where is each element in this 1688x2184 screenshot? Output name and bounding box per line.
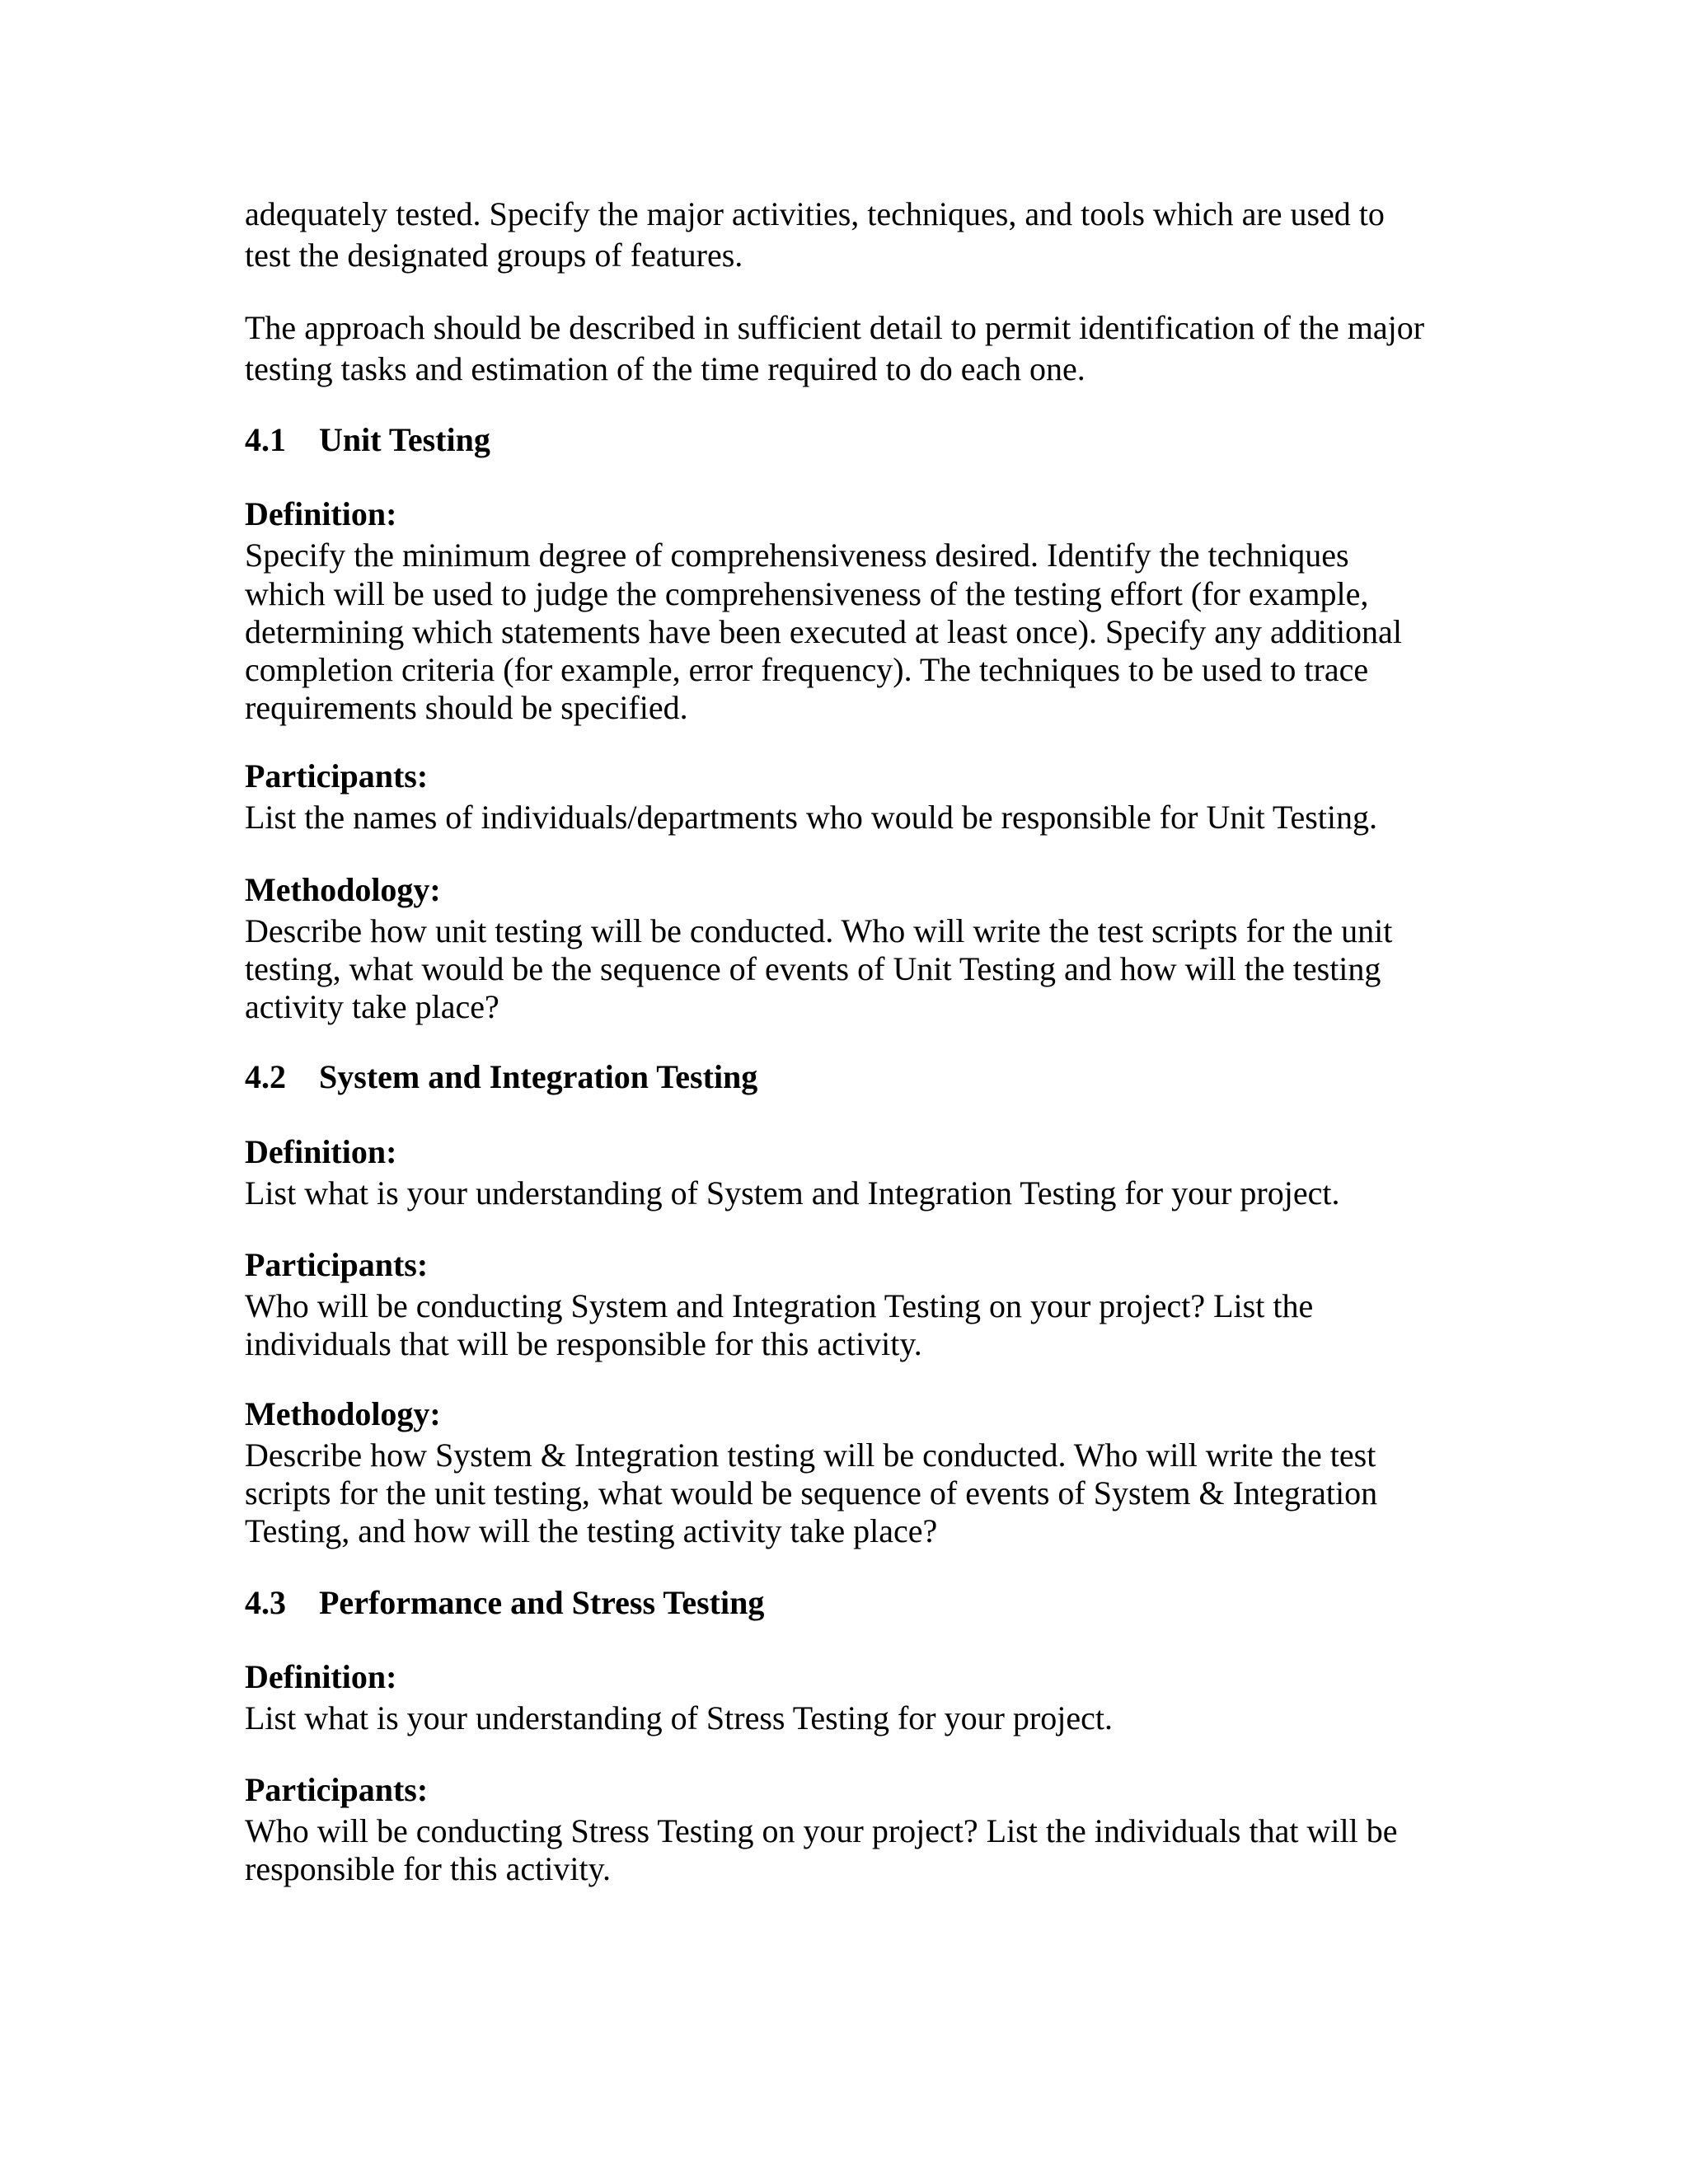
definition-line: List what is your understanding of System and Integration Testing for your project.	[245, 1174, 1340, 1212]
section-title: Performance and Stress Testing	[319, 1584, 765, 1621]
definition-label: Definition:	[245, 1658, 397, 1695]
section-heading-performance-stress-testing	[245, 1583, 764, 1623]
approach-line-1: The approach should be described in sufficient detail to permit identification of the major	[245, 309, 1425, 346]
participants-line: individuals that will be responsible for this activity.	[245, 1325, 922, 1362]
participants-label: Participants:	[245, 757, 429, 794]
methodology-line: Testing, and how will the testing activity take place?	[245, 1512, 938, 1549]
participants-label: Participants:	[245, 1246, 429, 1283]
methodology-line: Describe how System & Integration testing will be conducted. Who will write the test	[245, 1436, 1376, 1474]
participants-label: Participants:	[245, 1771, 429, 1808]
methodology-line: scripts for the unit testing, what would be sequence of events of System & Integration	[245, 1474, 1378, 1511]
definition-line: requirements should be specified.	[245, 689, 688, 726]
intro-line-2: test the designated groups of features.	[245, 237, 743, 274]
section-number: 4.2	[245, 1058, 286, 1095]
approach-line-2: testing tasks and estimation of the time required to do each one.	[245, 350, 1085, 387]
definition-line: List what is your understanding of Stress Testing for your project.	[245, 1699, 1113, 1736]
section-number: 4.3	[245, 1584, 286, 1621]
definition-line: Specify the minimum degree of comprehensiveness desired. Identify the techniques	[245, 537, 1349, 574]
section-heading-unit-testing	[245, 420, 490, 460]
intro-line-1: adequately tested. Specify the major activities, techniques, and tools which are used to	[245, 195, 1385, 232]
participants-line: responsible for this activity.	[245, 1850, 611, 1887]
section-number: 4.1	[245, 421, 286, 458]
definition-line: which will be used to judge the comprehensiveness of the testing effort (for example,	[245, 575, 1369, 612]
definition-label: Definition:	[245, 495, 397, 532]
methodology-line: testing, what would be the sequence of events of Unit Testing and how will the testing	[245, 950, 1381, 987]
definition-line: determining which statements have been executed at least once). Specify any additional	[245, 613, 1402, 650]
methodology-label: Methodology:	[245, 1395, 441, 1432]
definition-label: Definition:	[245, 1133, 397, 1170]
definition-line: completion criteria (for example, error frequency). The techniques to be used to trace	[245, 651, 1369, 688]
participants-line: Who will be conducting Stress Testing on your project? List the individuals that will be	[245, 1812, 1398, 1849]
methodology-line: activity take place?	[245, 988, 499, 1025]
methodology-label: Methodology:	[245, 871, 441, 908]
section-title: System and Integration Testing	[319, 1058, 758, 1095]
methodology-line: Describe how unit testing will be conducted. Who will write the test scripts for the unit	[245, 912, 1393, 949]
participants-line: Who will be conducting System and Integration Testing on your project? List the	[245, 1287, 1314, 1324]
section-heading-system-integration-testing	[245, 1057, 757, 1097]
section-title: Unit Testing	[319, 421, 490, 458]
participants-line: List the names of individuals/departments who would be responsible for Unit Testing.	[245, 799, 1378, 836]
